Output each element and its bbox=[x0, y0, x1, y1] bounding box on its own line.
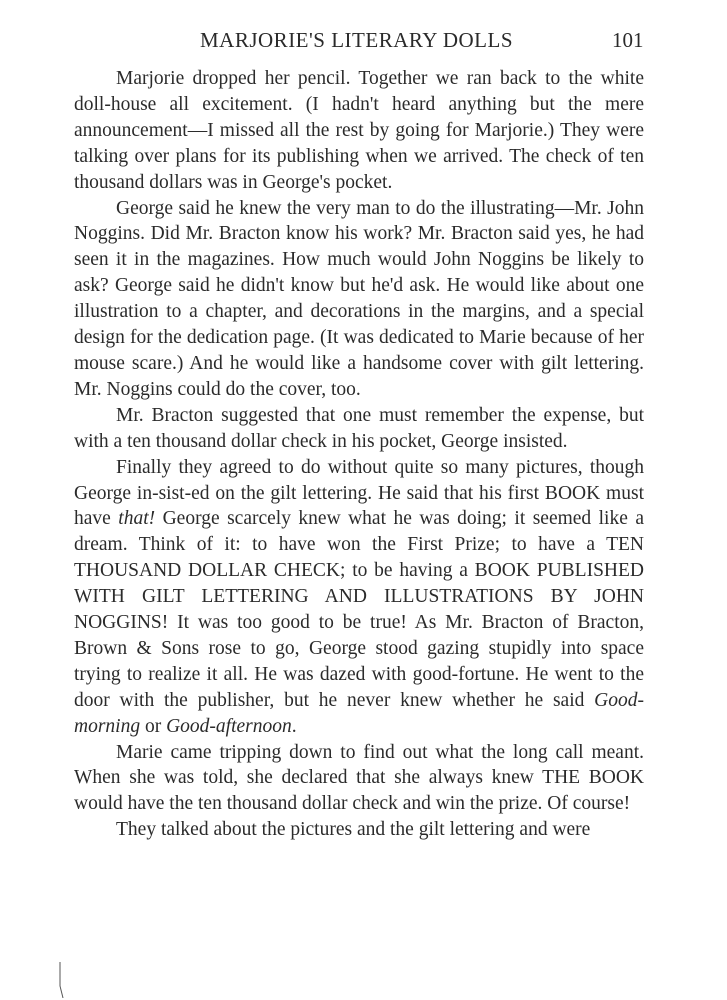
page-header bbox=[0, 28, 727, 52]
paragraph-4-text-g: . bbox=[291, 715, 297, 737]
page-number: 101 bbox=[612, 28, 644, 52]
emphasis-good-afternoon: Good-afternoon bbox=[166, 715, 292, 737]
paragraph-6: They talked about the pictures and the gilt lettering and were bbox=[116, 819, 591, 841]
running-title: MARJORIE'S LITERARY DOLLS bbox=[200, 28, 514, 52]
paragraph-4-text-a: Finally they agreed to do without quite so many pictures, though George in-sist-ed on the gilt lettering. He said that his first BOOK must have bbox=[74, 456, 644, 530]
paragraph-1: Marjorie dropped her pencil. Together we ran back to the white doll-house all excitement. (I hadn't heard anything but the mere announcement—I missed all the rest by going for Marjorie.) They were talking over plans for its publishing when we arrived. The check of ten thousand dollars was in George's pocket. bbox=[74, 68, 644, 193]
margin-mark bbox=[58, 962, 64, 998]
paragraph-5: Marie came tripping down to find out what the long call meant. When she was told, she declared that she always knew THE BOOK would have the ten thousand dollar check and win the prize. Of course! bbox=[74, 741, 644, 815]
emphasis-good-morning: Good-morning bbox=[74, 689, 644, 737]
emphasis-that: that! bbox=[118, 508, 156, 530]
paragraph-4-text-e: or bbox=[140, 715, 167, 737]
paragraph-3: Mr. Bracton suggested that one must remember the expense, but with a ten thousand dollar check in his pocket, George insisted. bbox=[74, 404, 644, 452]
paragraph-2: George said he knew the very man to do the illustrating—Mr. John Noggins. Did Mr. Bracton know his work? Mr. Bracton said yes, he had seen it in the magazines. How much would John Noggins be likely to ask? George said he didn't know but he'd ask. He would like about one illustration to a chapter, and decorations in the margins, and a special design for the dedication page. (It was dedicated to Marie because of her mouse scare.) And he would like a handsome cover with gilt lettering. Mr. Noggins could do the cover, too. bbox=[74, 197, 644, 400]
paragraph-4 bbox=[74, 455, 644, 740]
body-text bbox=[74, 66, 644, 843]
paragraph-4-text-c: George scarcely knew what he was doing; it seemed like a dream. Think of it: to have won the First Prize; to have a TEN THOUSAND DOLLAR CHECK; to be having a BOOK PUBLISHED WITH GILT LETTERING AND ILLUSTRATIONS BY JOHN NOGGINS! It was too good to be true! As Mr. Bracton of Bracton, Brown & Sons rose to go, George stood gazing stupidly into space trying to realize it all. He was dazed with good-fortune. He went to the door with the publisher, but he never knew whether he said bbox=[74, 508, 644, 711]
